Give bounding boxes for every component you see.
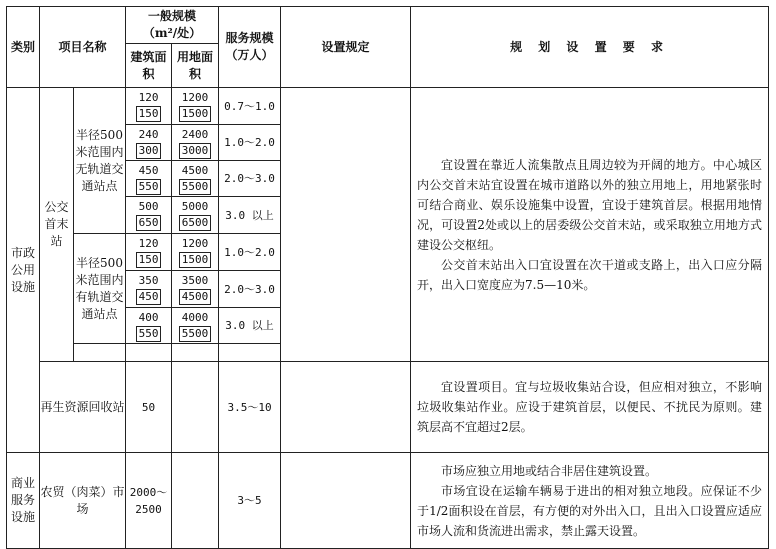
service-scale-value: 2.0～3.0	[219, 271, 281, 308]
header-service-scale-unit: （万人）	[225, 48, 274, 62]
land-area-value: 3500	[181, 274, 209, 287]
table-row	[7, 88, 769, 125]
building-area-value: 400	[138, 310, 159, 324]
building-area-value: 120	[138, 237, 159, 250]
bus-terminal-requirements	[411, 88, 769, 362]
building-area-value: 240	[138, 127, 159, 141]
land-area-boxed-value: 1500	[179, 252, 212, 268]
land-area-boxed-value: 5500	[179, 179, 212, 195]
building-area-boxed-value: 150	[136, 252, 162, 268]
building-area-boxed-value: 650	[136, 215, 162, 231]
category-commercial: 商业服务设施	[7, 453, 40, 549]
land-area-value: 2400	[181, 127, 209, 141]
land-area-cell	[172, 125, 219, 161]
land-area-boxed-value: 1500	[179, 106, 212, 122]
market-requirements-p1: 市场应独立用地或结合非居住建筑设置。	[441, 463, 658, 478]
empty-cell	[126, 344, 172, 362]
market-requirements	[411, 453, 769, 549]
building-area-cell	[126, 308, 172, 344]
service-scale-value: 1.0～2.0	[219, 125, 281, 161]
market-service-scale: 3～5	[219, 453, 281, 549]
market-requirements-p2: 市场宜设在运输车辆易于进出的相对独立地段。应保证不少于1/2面积设在首层，有方便的对外出入口，且出入口设置应适应市场人流和货流进出需求，禁止露天设置。	[417, 483, 763, 538]
header-planning-requirements: 规 划 设 置 要 求	[411, 7, 769, 88]
header-building-area: 建筑面积	[126, 44, 172, 88]
building-area-boxed-value: 300	[136, 143, 162, 159]
building-area-boxed-value: 450	[136, 289, 162, 305]
header-general-scale-unit: （m²/处）	[142, 26, 202, 40]
planning-standards-table-page	[6, 6, 768, 536]
item-farmers-market: 农贸（肉菜）市场	[40, 453, 126, 549]
bus-terminal-requirements-p1: 宜设置在靠近人流集散点且周边较为开阔的地方。中心城区内公交首末站宜设置在城市道路以外的独立用地上，用地紧张时可结合商业、娱乐设施集中设置，宜设于建筑首层。根据用地情况，可设置2处或以上的居委级公交首末站，或采取独立用地方式建设公交枢纽。	[417, 157, 763, 252]
land-area-cell	[172, 161, 219, 197]
empty-cell	[74, 344, 126, 362]
land-area-value: 1200	[181, 237, 209, 250]
service-scale-value: 3.0 以上	[219, 197, 281, 234]
building-area-value: 450	[138, 163, 159, 177]
bus-terminal-group-no-rail: 半径500米范围内无轨道交通站点	[74, 88, 126, 234]
service-scale-value: 3.0 以上	[219, 308, 281, 344]
planning-standards-table	[6, 6, 769, 549]
recycling-land-area	[172, 362, 219, 453]
building-area-cell	[126, 125, 172, 161]
building-area-value: 500	[138, 200, 159, 213]
building-area-boxed-value: 150	[136, 106, 162, 122]
land-area-value: 1200	[181, 91, 209, 104]
land-area-cell	[172, 271, 219, 308]
service-scale-value: 2.0～3.0	[219, 161, 281, 197]
category-municipal: 市政公用设施	[7, 88, 40, 453]
building-area-value: 120	[138, 91, 159, 104]
bus-terminal-requirements-p2: 公交首末站出入口宜设置在次干道或支路上，出入口应分隔开，出入口宽度应为7.5—10米。	[417, 257, 763, 292]
table-row	[7, 362, 769, 453]
recycling-requirements-text: 宜设置项目。宜与垃圾收集站合设，但应相对独立，不影响垃圾收集站作业。应设于建筑首层，以便民、不扰民为原则。建筑层高不宜超过2层。	[417, 380, 763, 434]
header-item-name: 项目名称	[40, 7, 126, 88]
empty-cell	[172, 344, 219, 362]
land-area-boxed-value: 4500	[179, 289, 212, 305]
recycling-service-scale: 3.5～10	[219, 362, 281, 453]
bus-terminal-group-with-rail: 半径500米范围内有轨道交通站点	[74, 234, 126, 344]
header-land-area: 用地面积	[172, 44, 219, 88]
recycling-building-area: 50	[126, 362, 172, 453]
empty-cell	[219, 344, 281, 362]
land-area-boxed-value: 5500	[179, 326, 212, 342]
header-general-scale	[126, 7, 219, 44]
header-service-scale-title: 服务规模	[225, 31, 274, 45]
land-area-cell	[172, 197, 219, 234]
building-area-cell	[126, 234, 172, 271]
market-setting-rule	[281, 453, 411, 549]
building-area-cell	[126, 271, 172, 308]
header-general-scale-title: 一般规模	[148, 9, 197, 23]
item-bus-terminal: 公交首末站	[40, 88, 74, 362]
building-area-boxed-value: 550	[136, 179, 162, 195]
building-area-cell	[126, 161, 172, 197]
header-row-1	[7, 7, 769, 44]
header-category: 类别	[7, 7, 40, 88]
land-area-cell	[172, 88, 219, 125]
service-scale-value: 0.7～1.0	[219, 88, 281, 125]
land-area-cell	[172, 234, 219, 271]
land-area-boxed-value: 3000	[179, 143, 212, 159]
market-land-area	[172, 453, 219, 549]
land-area-value: 4500	[181, 163, 209, 177]
land-area-value: 4000	[181, 310, 209, 324]
market-building-area: 2000～2500	[126, 453, 172, 549]
recycling-requirements	[411, 362, 769, 453]
bus-terminal-setting-rule	[281, 88, 411, 362]
table-row	[7, 453, 769, 549]
land-area-cell	[172, 308, 219, 344]
header-setting-rule: 设置规定	[281, 7, 411, 88]
land-area-value: 5000	[181, 200, 209, 213]
header-service-scale	[219, 7, 281, 88]
service-scale-value: 1.0～2.0	[219, 234, 281, 271]
building-area-value: 350	[138, 274, 159, 287]
building-area-boxed-value: 550	[136, 326, 162, 342]
recycling-setting-rule	[281, 362, 411, 453]
building-area-cell	[126, 197, 172, 234]
land-area-boxed-value: 6500	[179, 215, 212, 231]
building-area-cell	[126, 88, 172, 125]
item-recycling-station: 再生资源回收站	[40, 362, 126, 453]
